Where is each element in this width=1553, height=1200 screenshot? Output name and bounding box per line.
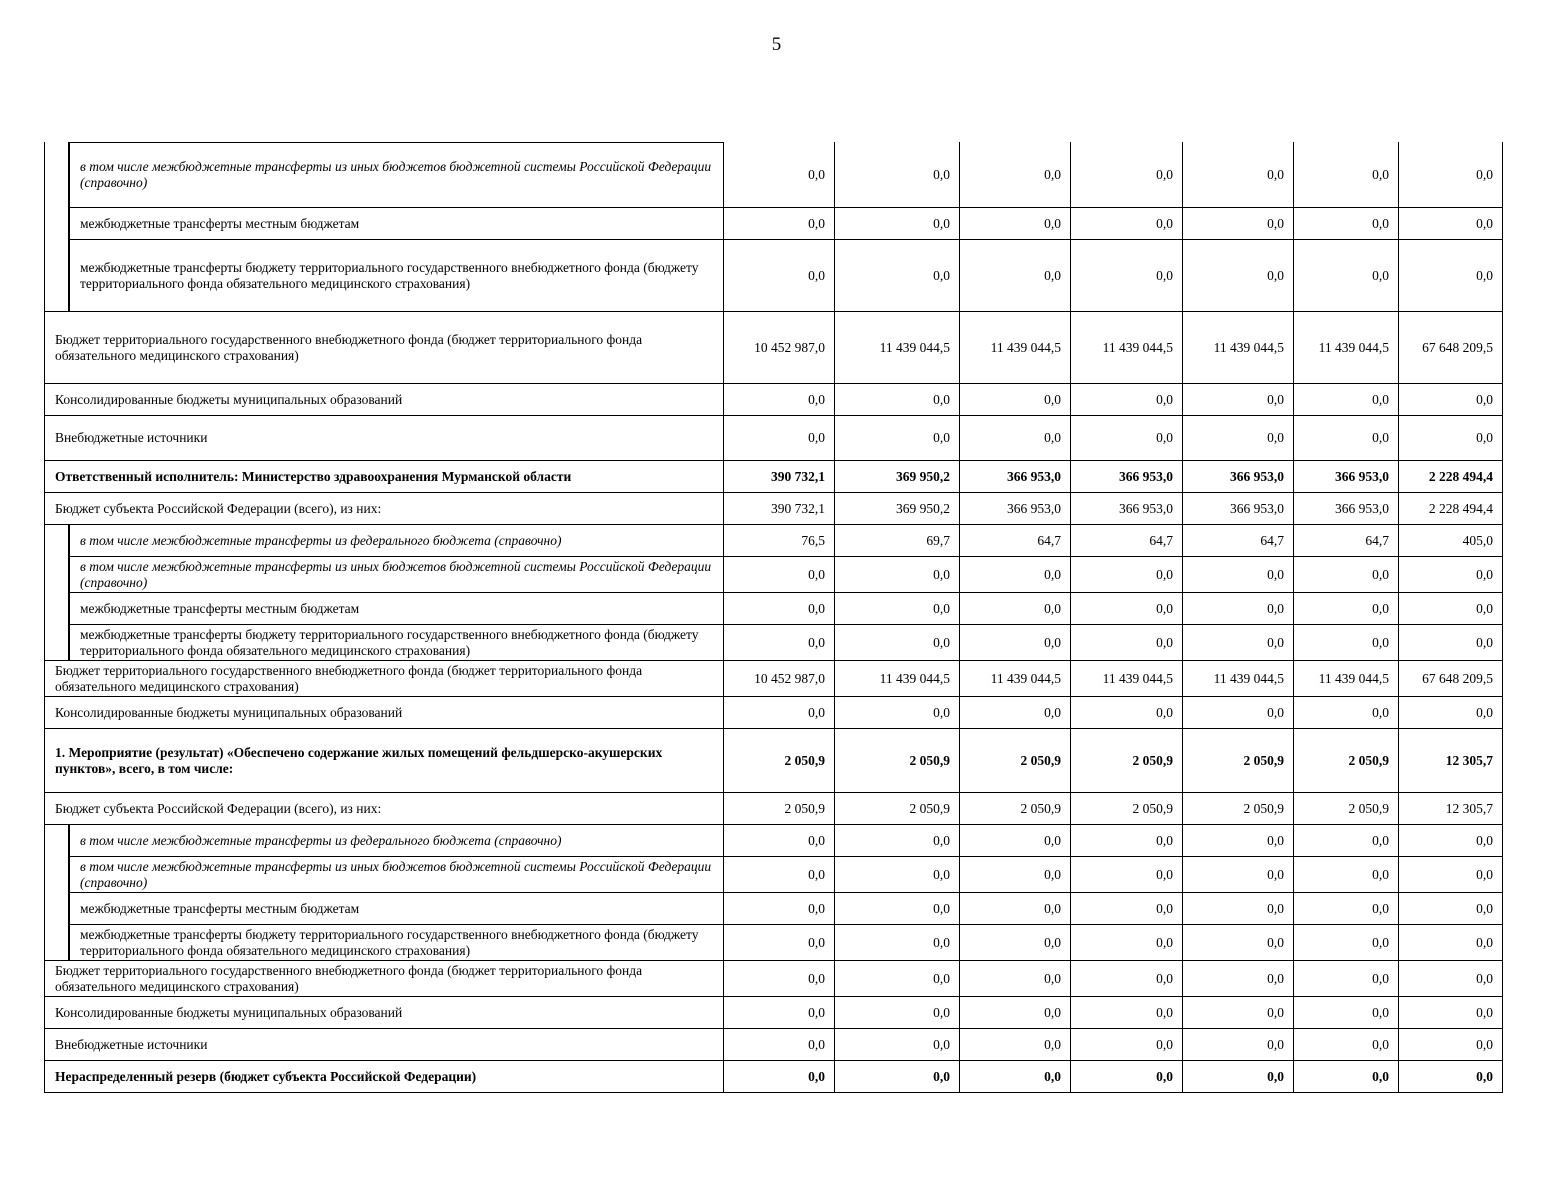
value-cell: 0,0: [1294, 893, 1399, 925]
value-cell: 0,0: [960, 893, 1071, 925]
value-cell: 0,0: [1399, 416, 1503, 461]
row-label: межбюджетные трансферты бюджету территориального государственного внебюджетного фонда (бюджету территориального фонда обязательного медицинского страхования): [69, 240, 724, 312]
value-cell: 2 050,9: [960, 793, 1071, 825]
value-cell: 0,0: [835, 925, 960, 961]
value-cell: 11 439 044,5: [1294, 661, 1399, 697]
value-cell: 2 050,9: [1294, 793, 1399, 825]
value-cell: 0,0: [1183, 997, 1294, 1029]
row-label: в том числе межбюджетные трансферты из иных бюджетов бюджетной системы Российской Федерации (справочно): [69, 557, 724, 593]
row-label: межбюджетные трансферты местным бюджетам: [69, 593, 724, 625]
value-cell: 390 732,1: [724, 461, 835, 493]
indent-cell: [44, 857, 69, 893]
value-cell: 69,7: [835, 525, 960, 557]
row-label: Внебюджетные источники: [44, 1029, 724, 1061]
value-cell: 0,0: [724, 593, 835, 625]
value-cell: 0,0: [1294, 416, 1399, 461]
value-cell: 0,0: [1071, 997, 1183, 1029]
value-cell: 0,0: [1183, 384, 1294, 416]
value-cell: 0,0: [1399, 384, 1503, 416]
value-cell: 366 953,0: [1183, 493, 1294, 525]
value-cell: 0,0: [1183, 961, 1294, 997]
value-cell: 0,0: [1183, 208, 1294, 240]
value-cell: 2 050,9: [1183, 793, 1294, 825]
table-row: [44, 625, 1503, 661]
value-cell: 2 050,9: [724, 793, 835, 825]
value-cell: 0,0: [1399, 825, 1503, 857]
value-cell: 0,0: [1183, 697, 1294, 729]
value-cell: 0,0: [724, 1029, 835, 1061]
value-cell: 0,0: [1399, 625, 1503, 661]
value-cell: 0,0: [1071, 1029, 1183, 1061]
value-cell: 0,0: [1071, 857, 1183, 893]
value-cell: 0,0: [1399, 1029, 1503, 1061]
value-cell: 64,7: [1071, 525, 1183, 557]
value-cell: 0,0: [835, 240, 960, 312]
value-cell: 11 439 044,5: [1183, 312, 1294, 384]
value-cell: 11 439 044,5: [1071, 661, 1183, 697]
value-cell: 0,0: [1183, 825, 1294, 857]
value-cell: 0,0: [724, 825, 835, 857]
indent-cell: [44, 142, 69, 208]
value-cell: 0,0: [1294, 593, 1399, 625]
value-cell: 11 439 044,5: [835, 661, 960, 697]
value-cell: 0,0: [724, 416, 835, 461]
value-cell: 12 305,7: [1399, 729, 1503, 793]
row-label: Консолидированные бюджеты муниципальных образований: [44, 997, 724, 1029]
row-label: Бюджет субъекта Российской Федерации (всего), из них:: [44, 793, 724, 825]
value-cell: 0,0: [835, 208, 960, 240]
value-cell: 0,0: [724, 893, 835, 925]
value-cell: 0,0: [724, 384, 835, 416]
value-cell: 366 953,0: [1294, 461, 1399, 493]
value-cell: 64,7: [1183, 525, 1294, 557]
table-row: [44, 997, 1503, 1029]
value-cell: 0,0: [724, 557, 835, 593]
table-row: [44, 416, 1503, 461]
value-cell: 0,0: [1183, 416, 1294, 461]
table-row: [44, 557, 1503, 593]
value-cell: 0,0: [960, 697, 1071, 729]
value-cell: 0,0: [1071, 925, 1183, 961]
value-cell: 0,0: [1294, 997, 1399, 1029]
value-cell: 0,0: [1294, 1029, 1399, 1061]
value-cell: 0,0: [1183, 1029, 1294, 1061]
value-cell: 0,0: [835, 384, 960, 416]
table-row: [44, 697, 1503, 729]
table-row: [44, 1061, 1503, 1093]
value-cell: 11 439 044,5: [1183, 661, 1294, 697]
value-cell: 0,0: [1294, 825, 1399, 857]
value-cell: 405,0: [1399, 525, 1503, 557]
table-row: [44, 593, 1503, 625]
indent-cell: [44, 593, 69, 625]
value-cell: 0,0: [1071, 240, 1183, 312]
value-cell: 0,0: [960, 1029, 1071, 1061]
row-label: в том числе межбюджетные трансферты из федерального бюджета (справочно): [69, 525, 724, 557]
value-cell: 0,0: [1183, 557, 1294, 593]
row-label: Бюджет субъекта Российской Федерации (всего), из них:: [44, 493, 724, 525]
page-number: 5: [771, 34, 782, 55]
value-cell: 2 050,9: [1071, 793, 1183, 825]
value-cell: 0,0: [724, 697, 835, 729]
table-row: [44, 825, 1503, 857]
table-row: [44, 793, 1503, 825]
value-cell: 0,0: [1294, 625, 1399, 661]
value-cell: 0,0: [1294, 142, 1399, 208]
value-cell: 0,0: [1071, 697, 1183, 729]
value-cell: 0,0: [960, 961, 1071, 997]
value-cell: 0,0: [1071, 1061, 1183, 1093]
value-cell: 0,0: [1294, 384, 1399, 416]
value-cell: 11 439 044,5: [1294, 312, 1399, 384]
indent-cell: [44, 625, 69, 661]
value-cell: 0,0: [960, 857, 1071, 893]
table-row: [44, 661, 1503, 697]
value-cell: 0,0: [1399, 240, 1503, 312]
value-cell: 0,0: [835, 1061, 960, 1093]
value-cell: 0,0: [1183, 240, 1294, 312]
indent-cell: [44, 825, 69, 857]
value-cell: 2 050,9: [1294, 729, 1399, 793]
row-label: Бюджет территориального государственного внебюджетного фонда (бюджет территориального фонда обязательного медицинского страхования): [44, 312, 724, 384]
value-cell: 2 050,9: [835, 729, 960, 793]
row-label: межбюджетные трансферты бюджету территориального государственного внебюджетного фонда (бюджету территориального фонда обязательного медицинского страхования): [69, 625, 724, 661]
value-cell: 10 452 987,0: [724, 312, 835, 384]
value-cell: 0,0: [960, 416, 1071, 461]
value-cell: 0,0: [1399, 208, 1503, 240]
value-cell: 0,0: [724, 625, 835, 661]
value-cell: 0,0: [1071, 142, 1183, 208]
value-cell: 369 950,2: [835, 493, 960, 525]
value-cell: 0,0: [960, 384, 1071, 416]
value-cell: 0,0: [724, 1061, 835, 1093]
value-cell: 0,0: [724, 925, 835, 961]
indent-cell: [44, 240, 69, 312]
value-cell: 0,0: [1294, 240, 1399, 312]
row-label: Консолидированные бюджеты муниципальных образований: [44, 384, 724, 416]
value-cell: 366 953,0: [960, 493, 1071, 525]
row-label: межбюджетные трансферты местным бюджетам: [69, 208, 724, 240]
value-cell: 0,0: [1071, 625, 1183, 661]
value-cell: 0,0: [1294, 697, 1399, 729]
table-row: [44, 384, 1503, 416]
value-cell: 2 050,9: [724, 729, 835, 793]
value-cell: 0,0: [1183, 857, 1294, 893]
value-cell: 0,0: [1294, 857, 1399, 893]
value-cell: 366 953,0: [960, 461, 1071, 493]
value-cell: 0,0: [1399, 142, 1503, 208]
indent-cell: [44, 557, 69, 593]
value-cell: 0,0: [1071, 961, 1183, 997]
table-row: [44, 925, 1503, 961]
value-cell: 0,0: [1071, 557, 1183, 593]
table-row: [44, 893, 1503, 925]
value-cell: 0,0: [835, 593, 960, 625]
value-cell: 0,0: [1294, 557, 1399, 593]
table-row: [44, 208, 1503, 240]
row-label: в том числе межбюджетные трансферты из иных бюджетов бюджетной системы Российской Федерации (справочно): [69, 142, 724, 208]
row-label: Ответственный исполнитель: Министерство здравоохранения Мурманской области: [44, 461, 724, 493]
value-cell: 2 050,9: [835, 793, 960, 825]
row-label: в том числе межбюджетные трансферты из иных бюджетов бюджетной системы Российской Федерации (справочно): [69, 857, 724, 893]
row-label: Консолидированные бюджеты муниципальных образований: [44, 697, 724, 729]
value-cell: 0,0: [1399, 961, 1503, 997]
value-cell: 0,0: [1399, 857, 1503, 893]
value-cell: 0,0: [835, 825, 960, 857]
value-cell: 0,0: [1399, 893, 1503, 925]
value-cell: 64,7: [1294, 525, 1399, 557]
value-cell: 0,0: [1399, 1061, 1503, 1093]
value-cell: 0,0: [960, 1061, 1071, 1093]
value-cell: 0,0: [1183, 925, 1294, 961]
value-cell: 369 950,2: [835, 461, 960, 493]
value-cell: 0,0: [724, 857, 835, 893]
value-cell: 10 452 987,0: [724, 661, 835, 697]
value-cell: 0,0: [960, 997, 1071, 1029]
value-cell: 0,0: [1294, 1061, 1399, 1093]
value-cell: 2 050,9: [960, 729, 1071, 793]
value-cell: 366 953,0: [1294, 493, 1399, 525]
value-cell: 0,0: [1399, 557, 1503, 593]
table-row: [44, 961, 1503, 997]
table-row: [44, 142, 1503, 208]
value-cell: 0,0: [1071, 893, 1183, 925]
value-cell: 11 439 044,5: [1071, 312, 1183, 384]
indent-cell: [44, 208, 69, 240]
value-cell: 0,0: [835, 697, 960, 729]
value-cell: 0,0: [835, 857, 960, 893]
row-label: Нераспределенный резерв (бюджет субъекта Российской Федерации): [44, 1061, 724, 1093]
value-cell: 0,0: [960, 593, 1071, 625]
value-cell: 366 953,0: [1071, 461, 1183, 493]
indent-cell: [44, 893, 69, 925]
value-cell: 11 439 044,5: [960, 312, 1071, 384]
value-cell: 0,0: [835, 997, 960, 1029]
value-cell: 0,0: [724, 997, 835, 1029]
value-cell: 0,0: [960, 625, 1071, 661]
value-cell: 12 305,7: [1399, 793, 1503, 825]
value-cell: 0,0: [1183, 893, 1294, 925]
value-cell: 0,0: [835, 416, 960, 461]
table-row: [44, 1029, 1503, 1061]
value-cell: 64,7: [960, 525, 1071, 557]
table-row: [44, 240, 1503, 312]
table-row: [44, 525, 1503, 557]
value-cell: 0,0: [960, 825, 1071, 857]
table-row: [44, 461, 1503, 493]
value-cell: 0,0: [960, 240, 1071, 312]
indent-cell: [44, 925, 69, 961]
value-cell: 0,0: [1399, 697, 1503, 729]
value-cell: 366 953,0: [1071, 493, 1183, 525]
row-label: 1. Мероприятие (результат) «Обеспечено содержание жилых помещений фельдшерско-акушерских пунктов», всего, в том числе:: [44, 729, 724, 793]
value-cell: 0,0: [835, 893, 960, 925]
value-cell: 2 228 494,4: [1399, 493, 1503, 525]
value-cell: 366 953,0: [1183, 461, 1294, 493]
value-cell: 0,0: [1071, 384, 1183, 416]
value-cell: 11 439 044,5: [835, 312, 960, 384]
row-label: Бюджет территориального государственного внебюджетного фонда (бюджет территориального фонда обязательного медицинского страхования): [44, 661, 724, 697]
value-cell: 390 732,1: [724, 493, 835, 525]
value-cell: 0,0: [1071, 825, 1183, 857]
table-row: [44, 312, 1503, 384]
value-cell: 2 228 494,4: [1399, 461, 1503, 493]
value-cell: 0,0: [835, 557, 960, 593]
value-cell: 0,0: [960, 557, 1071, 593]
value-cell: 0,0: [724, 208, 835, 240]
table-row: [44, 493, 1503, 525]
value-cell: 0,0: [1294, 961, 1399, 997]
value-cell: 67 648 209,5: [1399, 661, 1503, 697]
value-cell: 0,0: [724, 142, 835, 208]
value-cell: 2 050,9: [1183, 729, 1294, 793]
row-label: в том числе межбюджетные трансферты из федерального бюджета (справочно): [69, 825, 724, 857]
value-cell: 0,0: [724, 240, 835, 312]
value-cell: 0,0: [835, 625, 960, 661]
value-cell: 0,0: [1399, 997, 1503, 1029]
value-cell: 0,0: [1071, 208, 1183, 240]
indent-cell: [44, 525, 69, 557]
value-cell: 2 050,9: [1071, 729, 1183, 793]
value-cell: 0,0: [1183, 625, 1294, 661]
value-cell: 76,5: [724, 525, 835, 557]
value-cell: 0,0: [960, 208, 1071, 240]
value-cell: 0,0: [960, 925, 1071, 961]
value-cell: 0,0: [1183, 1061, 1294, 1093]
value-cell: 0,0: [1071, 593, 1183, 625]
value-cell: 0,0: [1294, 925, 1399, 961]
value-cell: 0,0: [1183, 593, 1294, 625]
value-cell: 0,0: [1183, 142, 1294, 208]
value-cell: 0,0: [835, 961, 960, 997]
value-cell: 0,0: [1399, 593, 1503, 625]
value-cell: 67 648 209,5: [1399, 312, 1503, 384]
value-cell: 0,0: [835, 142, 960, 208]
value-cell: 0,0: [724, 961, 835, 997]
row-label: межбюджетные трансферты местным бюджетам: [69, 893, 724, 925]
value-cell: 0,0: [835, 1029, 960, 1061]
table-row: [44, 729, 1503, 793]
row-label: Внебюджетные источники: [44, 416, 724, 461]
value-cell: 0,0: [960, 142, 1071, 208]
row-label: межбюджетные трансферты бюджету территориального государственного внебюджетного фонда (бюджету территориального фонда обязательного медицинского страхования): [69, 925, 724, 961]
value-cell: 0,0: [1071, 416, 1183, 461]
financing-table: [44, 142, 1503, 1093]
row-label: Бюджет территориального государственного внебюджетного фонда (бюджет территориального фонда обязательного медицинского страхования): [44, 961, 724, 997]
value-cell: 11 439 044,5: [960, 661, 1071, 697]
table-row: [44, 857, 1503, 893]
value-cell: 0,0: [1399, 925, 1503, 961]
value-cell: 0,0: [1294, 208, 1399, 240]
